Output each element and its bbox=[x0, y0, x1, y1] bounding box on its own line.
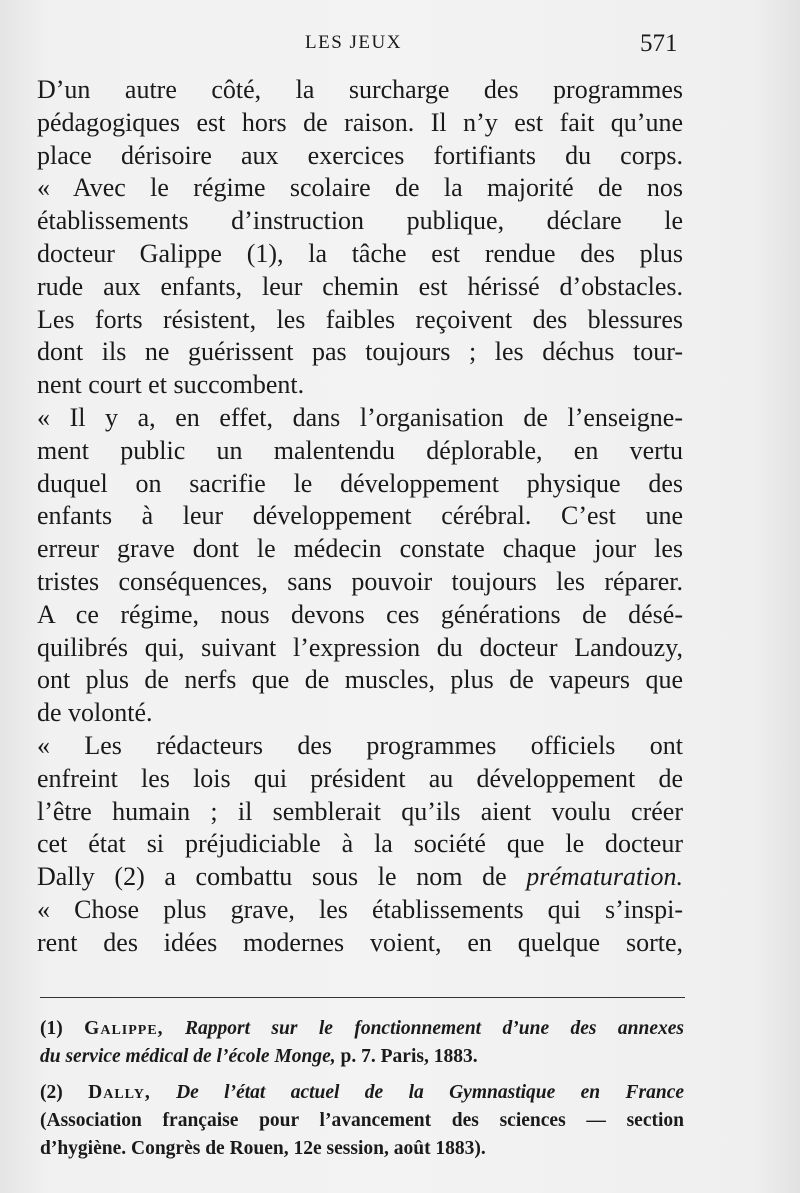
text-line: enfreint les lois qui président au développement de bbox=[37, 763, 683, 793]
text-line-with-italic bbox=[37, 861, 683, 894]
text-line: cet état si préjudiciable à la société que le docteur bbox=[37, 829, 683, 859]
text-line: D’un autre côté, la surcharge des programmes bbox=[37, 75, 683, 104]
footnote-marker: (1) bbox=[40, 1018, 63, 1039]
text-line: tristes conséquences, sans pouvoir toujours les réparer. bbox=[37, 566, 683, 596]
text-line: « Chose plus grave, les établissements qui s’inspi- bbox=[37, 894, 683, 924]
text-line: « Les rédacteurs des programmes officiels ont bbox=[37, 730, 683, 760]
text-line: place dérisoire aux exercices fortifiants du corps. bbox=[37, 140, 683, 170]
footnote-separator bbox=[40, 997, 685, 998]
page-number: 571 bbox=[640, 30, 678, 57]
footnotes bbox=[40, 1015, 684, 1163]
footnote-2-line-1 bbox=[40, 1079, 684, 1107]
text-line: enfants à leur développement cérébral. C’est une bbox=[37, 501, 683, 531]
page-header bbox=[0, 32, 800, 68]
text-line: docteur Galippe (1), la tâche est rendue des plus bbox=[37, 238, 683, 268]
footnote-1-line-1 bbox=[40, 1015, 684, 1043]
footnote-marker: (2) bbox=[40, 1082, 63, 1103]
footnote-title: De l’état actuel de la Gymnastique en France bbox=[176, 1082, 685, 1103]
main-text bbox=[37, 74, 683, 960]
text-line: rude aux enfants, leur chemin est hérissé d’obstacles. bbox=[37, 271, 683, 301]
text-line: dont ils ne guérissent pas toujours ; les déchus tour- bbox=[37, 337, 683, 367]
footnote-title: Rapport sur le fonctionnement d’une des annexes bbox=[184, 1018, 685, 1039]
footnote-1-line-2 bbox=[40, 1043, 684, 1071]
footnote-gap bbox=[40, 1071, 684, 1079]
text-line: de volonté. bbox=[37, 698, 153, 728]
text-line: erreur grave dont le médecin constate chaque jour les bbox=[37, 534, 683, 564]
text-line: « Avec le régime scolaire de la majorité de nos bbox=[37, 173, 683, 203]
text-line: l’être humain ; il semblerait qu’ils aient voulu créer bbox=[37, 796, 683, 826]
text-line: duquel on sacrifie le développement physique des bbox=[37, 468, 683, 498]
text-line: « Il y a, en effet, dans l’organisation de l’enseigne- bbox=[37, 402, 683, 432]
text-line: ment public un malentendu déplorable, en vertu bbox=[37, 435, 683, 465]
running-title: LES JEUX bbox=[305, 32, 402, 53]
text-segment: Dally (2) a combattu sous le nom de bbox=[37, 862, 507, 892]
text-line: ont plus de nerfs que de muscles, plus de vapeurs que bbox=[37, 665, 683, 695]
footnote-author: Galippe, bbox=[84, 1018, 164, 1039]
text-line: A ce régime, nous devons ces générations de désé- bbox=[37, 599, 683, 629]
italic-term: prématuration. bbox=[526, 862, 683, 892]
text-line: pédagogiques est hors de raison. Il n’y est fait qu’une bbox=[37, 107, 683, 137]
footnote-author: Dally, bbox=[88, 1082, 151, 1103]
text-line: Les forts résistent, les faibles reçoivent des blessures bbox=[37, 304, 683, 334]
footnote-2-line-2: (Association française pour l’avancement des sciences — section bbox=[40, 1110, 684, 1131]
text-line: rent des idées modernes voient, en quelque sorte, bbox=[37, 927, 683, 957]
text-line: établissements d’instruction publique, déclare le bbox=[37, 206, 683, 236]
text-line: quilibrés qui, suivant l’expression du docteur Landouzy, bbox=[37, 632, 683, 662]
footnote-2-line-3: d’hygiène. Congrès de Rouen, 12e session, août 1883). bbox=[40, 1138, 486, 1159]
text-line: nent court et succombent. bbox=[37, 370, 305, 400]
footnote-text: p. 7. Paris, 1883. bbox=[340, 1046, 478, 1067]
footnote-title: du service médical de l’école Monge, bbox=[40, 1046, 336, 1067]
